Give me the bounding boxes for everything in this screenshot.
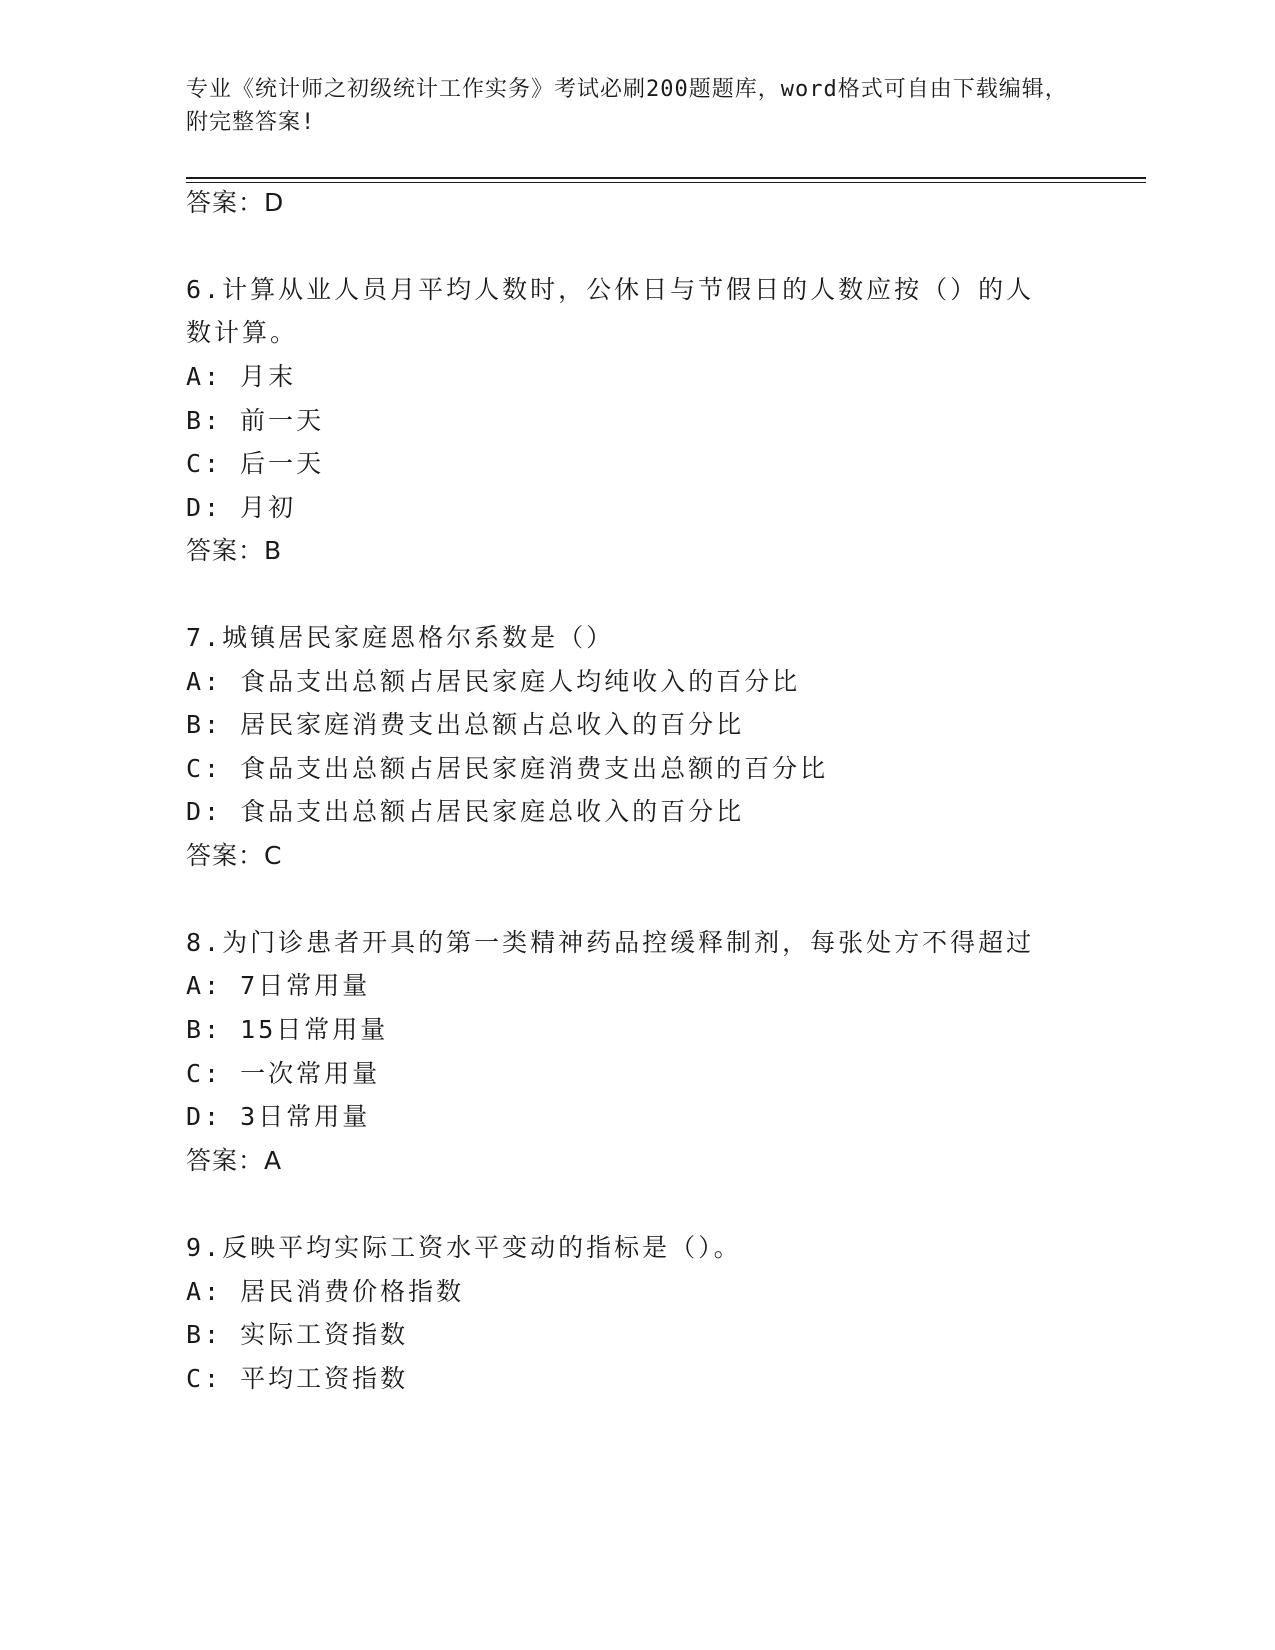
question-9-option-a: A: 居民消费价格指数 bbox=[186, 1277, 465, 1306]
question-7-option-b: B: 居民家庭消费支出总额占总收入的百分比 bbox=[186, 710, 745, 739]
question-6-option-c: C: 后一天 bbox=[186, 449, 325, 478]
question-6-stem: 6.计算从业人员月平均人数时，公休日与节假日的人数应按（）的人 bbox=[186, 275, 1035, 304]
question-6-option-b: B: 前一天 bbox=[186, 406, 325, 435]
question-6-option-d: D: 月初 bbox=[186, 493, 297, 522]
question-8-option-c: C: 一次常用量 bbox=[186, 1059, 381, 1088]
question-9-stem: 9.反映平均实际工资水平变动的指标是（）。 bbox=[186, 1233, 742, 1262]
question-9-option-b: B: 实际工资指数 bbox=[186, 1320, 409, 1349]
answer-8: 答案：A bbox=[186, 1146, 283, 1175]
answer-6: 答案：B bbox=[186, 536, 283, 565]
question-8-option-b: B: 15日常用量 bbox=[186, 1015, 389, 1044]
answer-5: 答案：D bbox=[186, 188, 285, 217]
question-6-stem-cont: 数计算。 bbox=[186, 318, 299, 347]
header-divider bbox=[186, 177, 1146, 179]
question-7-option-c: C: 食品支出总额占居民家庭消费支出总额的百分比 bbox=[186, 754, 829, 783]
question-7-option-d: D: 食品支出总额占居民家庭总收入的百分比 bbox=[186, 797, 745, 826]
question-6-option-a: A: 月末 bbox=[186, 362, 297, 391]
answer-7: 答案：C bbox=[186, 841, 283, 870]
question-9-option-c: C: 平均工资指数 bbox=[186, 1364, 409, 1393]
question-7-stem: 7.城镇居民家庭恩格尔系数是（） bbox=[186, 623, 615, 652]
question-8-option-d: D: 3日常用量 bbox=[186, 1102, 371, 1131]
header-divider-thin bbox=[186, 182, 1146, 183]
document-header: 专业《统计师之初级统计工作实务》考试必刷200题题库，word格式可自由下载编辑，附完整答案! bbox=[186, 77, 1068, 135]
question-8-option-a: A: 7日常用量 bbox=[186, 971, 371, 1000]
question-7-option-a: A: 食品支出总额占居民家庭人均纯收入的百分比 bbox=[186, 667, 801, 696]
question-8-stem: 8.为门诊患者开具的第一类精神药品控缓释制剂，每张处方不得超过 bbox=[186, 928, 1035, 957]
